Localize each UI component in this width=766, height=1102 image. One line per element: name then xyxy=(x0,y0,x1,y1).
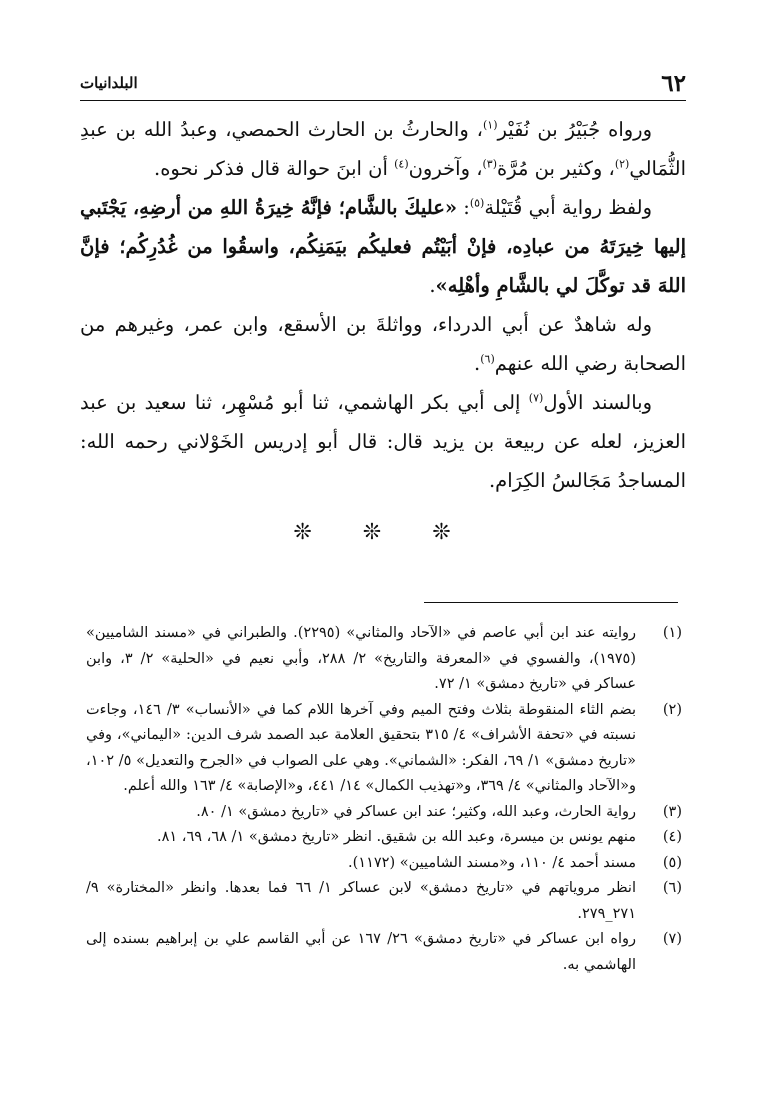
footnote-text: منهم يونس بن ميسرة، وعبد الله بن شقيق. انظر «تاريخ دمشق» ١/ ٦٨، ٦٩، ٨١. xyxy=(157,829,636,845)
section-separator: ❊ ❊ ❊ xyxy=(293,520,473,545)
footnote-ref[interactable]: (٤) xyxy=(394,157,409,171)
footnote-number: (٣) xyxy=(662,803,682,820)
text-run: . xyxy=(474,352,481,375)
page-header xyxy=(80,66,686,101)
footnote-number: (١) xyxy=(662,625,682,641)
footnote-number: (٥) xyxy=(662,854,682,871)
footnote-text: رواه ابن عساكر في «تاريخ دمشق» ٢٦/ ١٦٧ عن أبي القاسم علي بن إبراهيم بسنده إلى الهاشمي به. xyxy=(86,931,636,973)
footnote-text: مسند أحمد ٤/ ١١٠، و«مسند الشاميين» (١١٧٢). xyxy=(348,854,636,871)
footnote-ref[interactable]: (١) xyxy=(482,118,498,132)
text-run: : xyxy=(457,196,470,219)
footnote-number: (٧) xyxy=(662,931,682,947)
footnote-number: (٤) xyxy=(662,829,682,845)
paragraph-2 xyxy=(80,188,686,305)
paragraph-1 xyxy=(80,110,686,188)
footnote-5 xyxy=(86,851,682,877)
footnote-ref[interactable]: (٦) xyxy=(480,352,495,366)
footnote-text: رواية الحارث، وعبد الله، وكثير؛ عند ابن عساكر في «تاريخ دمشق» ١/ ٨٠. xyxy=(196,803,636,820)
footnote-number: (٢) xyxy=(662,701,682,718)
footnote-ref[interactable]: (٧) xyxy=(528,391,544,405)
running-title: البلدانيات xyxy=(80,74,138,92)
text-run: أن ابنَ حوالة قال فذكر نحوه. xyxy=(154,157,395,180)
text-run: ولفظ رواية أبي قُتَيْلة xyxy=(484,196,652,219)
text-run: ، وآخرون xyxy=(408,157,483,180)
footnote-ref[interactable]: (٢) xyxy=(614,157,630,171)
footnote-text: روايته عند ابن أبي عاصم في «الآحاد والمثاني» (٢٢٩٥). والطبراني في «مسند الشاميين» (١٩٧٥)، والفسوي في «المعرفة والتاريخ» ٢/ ٢٨٨، وأبي نعيم في «الحلية» ٢/ ٣، وابن عساكر في «تاريخ دمشق» ١/ ٧٢. xyxy=(86,625,637,692)
text-run: ، وكثير بن مُرَّة xyxy=(497,157,615,180)
footnote-1 xyxy=(86,621,682,698)
footnote-ref[interactable]: (٥) xyxy=(469,196,485,210)
footnote-divider xyxy=(424,602,678,603)
footnote-6 xyxy=(86,876,682,927)
text-run: وبالسند الأول xyxy=(543,391,652,414)
main-text xyxy=(80,110,686,500)
text-run: . xyxy=(429,274,436,297)
footnote-text: بضم الثاء المنقوطة بثلاث وفتح الميم وفي آخرها اللام كما في «الأنساب» ٣/ ١٤٦، وجاءت نسبته في «تحفة الأشراف» ٤/ ٣١٥ بتحقيق العلامة عبد الصمد شرف الدين: «اليماني»، وفي «تاريخ دمشق» ١/ ٦٩، الفكر: «الشماني». وهي على الصواب في «الجرح والتعديل» ٥/ ١٠٢، و«الآحاد والمثاني» ٤/ ٣٦٩، و«تهذيب الكمال» ١٤/ ٤٤١، و«الإصابة» ٤/ ١٦٣ والله أعلم. xyxy=(86,701,636,794)
text-run: ورواه جُبَيْرُ بن نُفَيْر xyxy=(497,118,652,141)
page-number: ٦٢ xyxy=(661,69,686,97)
footnote-3 xyxy=(86,800,682,826)
footnote-text: انظر مروياتهم في «تاريخ دمشق» لابن عساكر ١/ ٦٦ فما بعدها. وانظر «المختارة» ٩/ ٢٧١_٢٧٩. xyxy=(86,880,636,922)
footnote-7 xyxy=(86,927,682,978)
hadith-quote: «عليكَ بالشَّام؛ فإنَّهُ خِيرَةُ اللهِ من أرضِهِ، يَجْتَبي إليها خِيرَتَهُ من عبادِه، فإنْ أبَيْتُم فعليكُم بيَمَنِكُم، واسقُوا من غُدُرِكُم؛ فإنَّ اللهَ قد توكَّلَ لي بالشَّامِ وأهْلِه» xyxy=(80,196,686,297)
paragraph-3 xyxy=(80,305,686,383)
text-run: ، والحارثُ بن الحارث الحمصي، وعبدُ الله بن عبدِ الثُّمَالي xyxy=(80,118,686,180)
text-run: وله شاهدٌ عن أبي الدرداء، وواثلةَ بن الأسقع، وابن عمر، وغيرهم من الصحابة رضي الله عنهم xyxy=(80,313,686,375)
footnotes xyxy=(86,621,682,978)
footnote-4 xyxy=(86,825,682,851)
footnote-2 xyxy=(86,698,682,800)
footnote-number: (٦) xyxy=(662,880,682,896)
paragraph-4 xyxy=(80,383,686,500)
footnote-ref[interactable]: (٣) xyxy=(482,157,498,171)
text-run: إلى أبي بكر الهاشمي، ثنا أبو مُسْهِر، ثنا سعيد بن عبد العزيز، لعله عن ربيعة بن يزيد قال: قال أبو إدريس الخَوْلاني رحمه الله: المساجدُ مَجَالسُ الكِرَام. xyxy=(80,391,686,492)
